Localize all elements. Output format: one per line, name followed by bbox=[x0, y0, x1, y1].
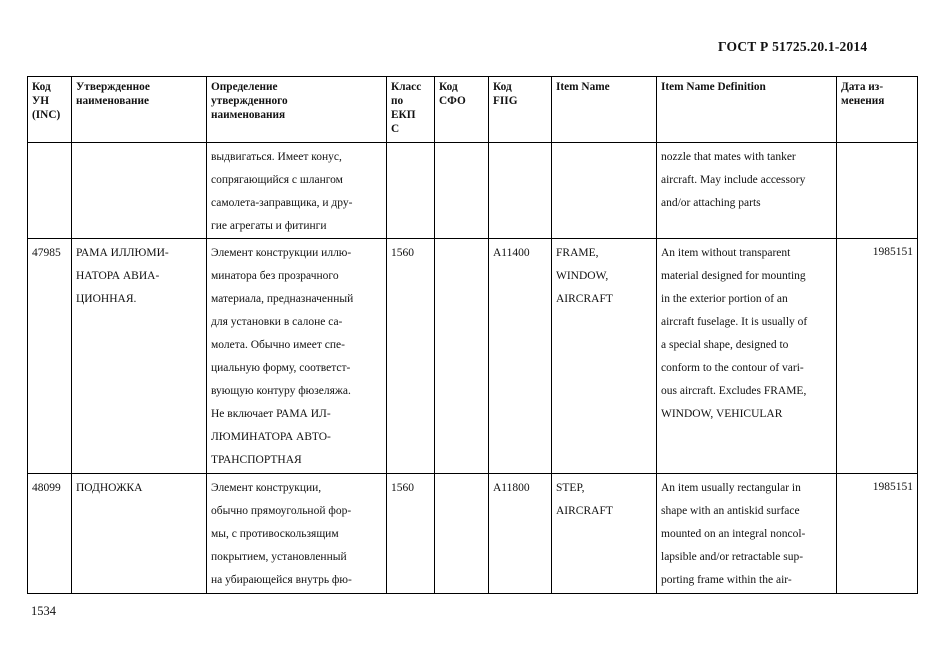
header-class: Класс по ЕКП С bbox=[387, 77, 435, 143]
header-change-date: Дата из- менения bbox=[837, 77, 918, 143]
cell-sfo bbox=[435, 239, 489, 474]
cell-class: 1560 bbox=[387, 239, 435, 474]
cell-fiig: A11400 bbox=[489, 239, 552, 474]
table-row bbox=[28, 239, 918, 474]
header-item-definition: Item Name Definition bbox=[657, 77, 837, 143]
cell-fiig: A11800 bbox=[489, 474, 552, 594]
header-approved-name: Утвержденное наименование bbox=[72, 77, 207, 143]
cell-definition: выдвигаться. Имеет конус, сопрягающийся с шлангом самолета-заправщика, и дру- гие агрегаты и фитинги bbox=[207, 143, 387, 239]
document-code: ГОСТ Р 51725.20.1-2014 bbox=[718, 39, 868, 54]
cell-item-name bbox=[552, 143, 657, 239]
page-number: 1534 bbox=[31, 604, 56, 618]
cell-item-name: FRAME, WINDOW, AIRCRAFT bbox=[552, 239, 657, 474]
header-item-name: Item Name bbox=[552, 77, 657, 143]
classification-table bbox=[27, 76, 918, 594]
table-header-row bbox=[28, 77, 918, 143]
cell-item-definition: An item without transparent material designed for mounting in the exterior portion of an aircraft fuselage. It is usually of a special shape, designed to conform to the contour of vari- ous aircraft. Excludes FRAME, WINDOW, VEHICULAR bbox=[657, 239, 837, 474]
cell-class bbox=[387, 143, 435, 239]
cell-approved-name bbox=[72, 143, 207, 239]
cell-inc bbox=[28, 143, 72, 239]
cell-item-name: STEP, AIRCRAFT bbox=[552, 474, 657, 594]
cell-definition: Элемент конструкции, обычно прямоугольной фор- мы, с противоскользящим покрытием, установленный на убирающейся внутрь фю- bbox=[207, 474, 387, 594]
header-definition: Определение утвержденного наименования bbox=[207, 77, 387, 143]
cell-inc: 47985 bbox=[28, 239, 72, 474]
cell-change-date bbox=[837, 143, 918, 239]
cell-approved-name: ПОДНОЖКА bbox=[72, 474, 207, 594]
cell-item-definition: An item usually rectangular in shape with an antiskid surface mounted on an integral noncol- lapsible and/or retractable sup- porting frame within the air- bbox=[657, 474, 837, 594]
cell-item-definition: nozzle that mates with tanker aircraft. May include accessory and/or attaching parts bbox=[657, 143, 837, 239]
table-row bbox=[28, 474, 918, 594]
cell-change-date: 1985151 bbox=[837, 474, 918, 594]
header-sfo: Код СФО bbox=[435, 77, 489, 143]
cell-sfo bbox=[435, 143, 489, 239]
cell-sfo bbox=[435, 474, 489, 594]
header-fiig: Код FIIG bbox=[489, 77, 552, 143]
cell-inc: 48099 bbox=[28, 474, 72, 594]
header-inc: Код УН (INC) bbox=[28, 77, 72, 143]
cell-change-date: 1985151 bbox=[837, 239, 918, 474]
cell-approved-name: РАМА ИЛЛЮМИ- НАТОРА АВИА- ЦИОННАЯ. bbox=[72, 239, 207, 474]
cell-class: 1560 bbox=[387, 474, 435, 594]
table-row-continuation bbox=[28, 143, 918, 239]
cell-fiig bbox=[489, 143, 552, 239]
cell-definition: Элемент конструкции иллю- минатора без прозрачного материала, предназначенный для установки в салоне са- молета. Обычно имеет спе- циальную форму, соответст- вующую контуру фюзеляжа. Не включает РАМА ИЛ- ЛЮМИНАТОРА АВТО- ТРАНСПОРТНАЯ bbox=[207, 239, 387, 474]
